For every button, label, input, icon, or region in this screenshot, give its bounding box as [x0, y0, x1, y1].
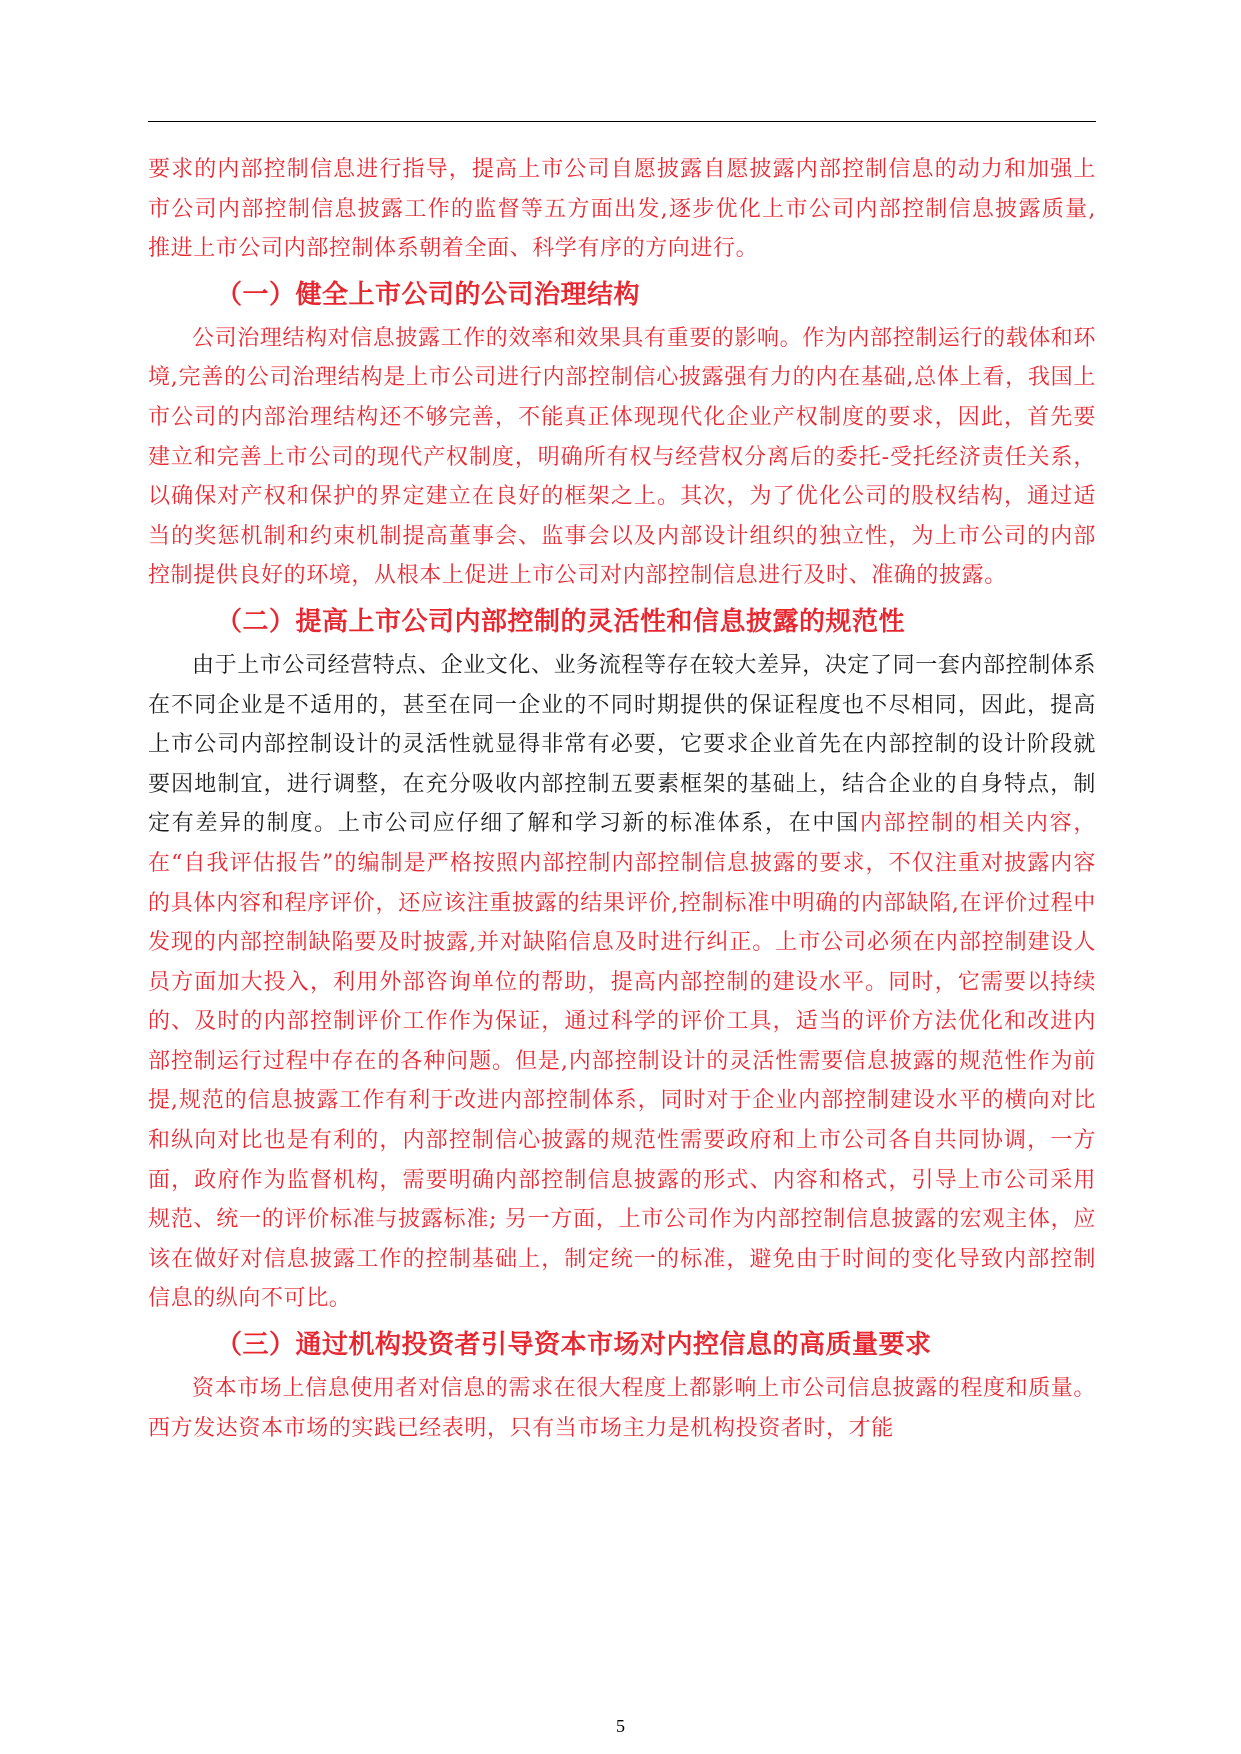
section-1-heading: （一）健全上市公司的公司治理结构: [216, 279, 641, 310]
document-body: [148, 150, 1096, 1448]
section-1-paragraph: 公司治理结构对信息披露工作的效率和效果具有重要的影响。作为内部控制运行的载体和环境,完善的公司治理结构是上市公司进行内部控制信心披露强有力的内在基础,总体上看，我国上市公司的内部治理结构还不够完善，不能真正体现现代化企业产权制度的要求，因此，首先要建立和完善上市公司的现代产权制度，明确所有权与经营权分离后的委托-受托经济责任关系，以确保对产权和保护的界定建立在良好的框架之上。其次，为了优化公司的股权结构，通过适当的奖惩机制和约束机制提高董事会、监事会以及内部设计组织的独立性，为上市公司的内部控制提供良好的环境，从根本上促进上市公司对内部控制信息进行及时、准确的披露。: [148, 325, 1097, 589]
section-2-text-red: 内部控制的相关内容，在“自我评估报告”的编制是严格按照内部控制内部控制信息披露的要求，不仅注重对披露内容的具体内容和程序评价，还应该注重披露的结果评价,控制标准中明确的内部缺陷,在评价过程中发现的内部控制缺陷要及时披露,并对缺陷信息及时进行纠正。上市公司必须在内部控制建设人员方面加大投入，利用外部咨询单位的帮助，提高内部控制的建设水平。: [148, 811, 1096, 995]
page-number: 5: [616, 1716, 625, 1736]
section-2-text-red-continued: 同时，它需要以持续的、及时的内部控制评价工作作为保证，通过科学的评价工具，适当的评价方法优化和改进内部控制运行过程中存在的各种问题。但是,内部控制设计的灵活性需要信息披露的规范性作为前提,规范的信息披露工作有利于改进内部控制体系，同时对于企业内部控制建设水平的横向对比和纵向对比也是有利的，内部控制信心披露的规范性需要政府和上市公司各自共同协调，一方面，政府作为监督机构，需要明确内部控制信息披露的形式、内容和格式，引导上市公司采用规范、统一的评价标准与披露标准; 另一方面，上市公司作为内部控制信息披露的宏观主体，应该在做好对信息披露工作的控制基础上，制定统一的标准，避免由于时间的变化导致内部控制信息的纵向不可比。: [148, 969, 1097, 1312]
section-3-heading: （三）通过机构投资者引导资本市场对内控信息的高质量要求: [216, 1330, 932, 1361]
header-rule: [148, 121, 1096, 122]
section-2-heading: （二）提高上市公司内部控制的灵活性和信息披露的规范性: [216, 606, 906, 637]
section-2-text-black: 由于上市公司经营特点、企业文化、业务流程等存在较大差异，决定了同一套内部控制体系在不同企业是不适用的，甚至在同一企业的不同时期提供的保证程度也不尽相同，因此，提高上市公司内部控制设计的灵活性就显得非常有必要，它要求企业首先在内部控制的设计阶段就要因地制宜，进行调整，在充分吸收内部控制五要素框架的基础上，结合企业的自身特点，制定有差异的制度。上市公司应仔细了解和学习新的标准体系，在中国: [148, 652, 1097, 837]
section-3-paragraph: 资本市场上信息使用者对信息的需求在很大程度上都影响上市公司信息披露的程度和质量。西方发达资本市场的实践已经表明，只有当市场主力是机构投资者时，才能: [148, 1376, 1097, 1441]
intro-paragraph: 要求的内部控制信息进行指导，提高上市公司自愿披露自愿披露内部控制信息的动力和加强上市公司内部控制信息披露工作的监督等五方面出发,逐步优化上市公司内部控制信息披露质量, 推进上市公司内部控制体系朝着全面、科学有序的方向进行。: [148, 157, 1096, 262]
section-2-paragraph: [148, 646, 1096, 1319]
